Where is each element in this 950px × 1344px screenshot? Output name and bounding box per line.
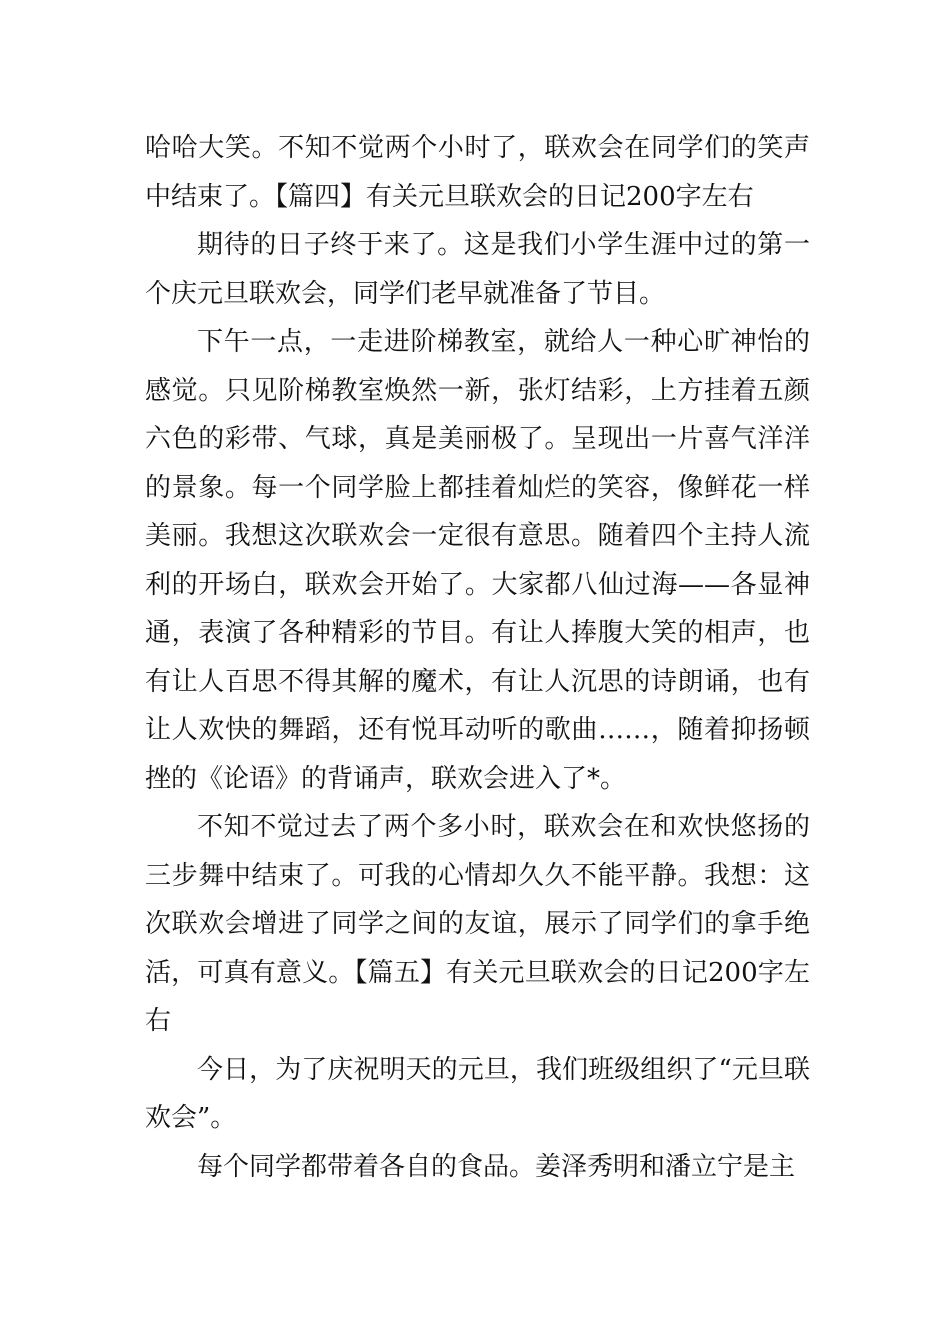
paragraph-6: 每个同学都带着各自的食品。姜泽秀明和潘立宁是主 [197, 1151, 796, 1182]
document-body [145, 124, 810, 1191]
paragraph-1: 哈哈大笑。不知不觉两个小时了，联欢会在同学们的笑声中结束了。【篇四】有关元旦联欢会的日记200字左右 [145, 133, 810, 212]
paragraph-2: 期待的日子终于来了。这是我们小学生涯中过的第一个庆元旦联欢会，同学们老早就准备了节目。 [145, 230, 810, 309]
paragraph-4: 不知不觉过去了两个多小时，联欢会在和欢快悠扬的三步舞中结束了。可我的心情却久久不能平静。我想：这次联欢会增进了同学之间的友谊，展示了同学们的拿手绝活，可真有意义。【篇五】有关元旦联欢会的日记200字左右 [145, 812, 810, 1036]
paragraph-5: 今日，为了庆祝明天的元旦，我们班级组织了“元旦联欢会”。 [145, 1054, 810, 1133]
paragraph-3: 下午一点，一走进阶梯教室，就给人一种心旷神怡的感觉。只见阶梯教室焕然一新，张灯结彩，上方挂着五颜六色的彩带、气球，真是美丽极了。呈现出一片喜气洋洋的景象。每一个同学脸上都挂着灿烂的笑容，像鲜花一样美丽。我想这次联欢会一定很有意思。随着四个主持人流利的开场白，联欢会开始了。大家都八仙过海——各显神通，表演了各种精彩的节目。有让人捧腹大笑的相声，也有让人百思不得其解的魔术，有让人沉思的诗朗诵，也有让人欢快的舞蹈，还有悦耳动听的歌曲……，随着抑扬顿挫的《论语》的背诵声，联欢会进入了*。 [145, 327, 810, 794]
